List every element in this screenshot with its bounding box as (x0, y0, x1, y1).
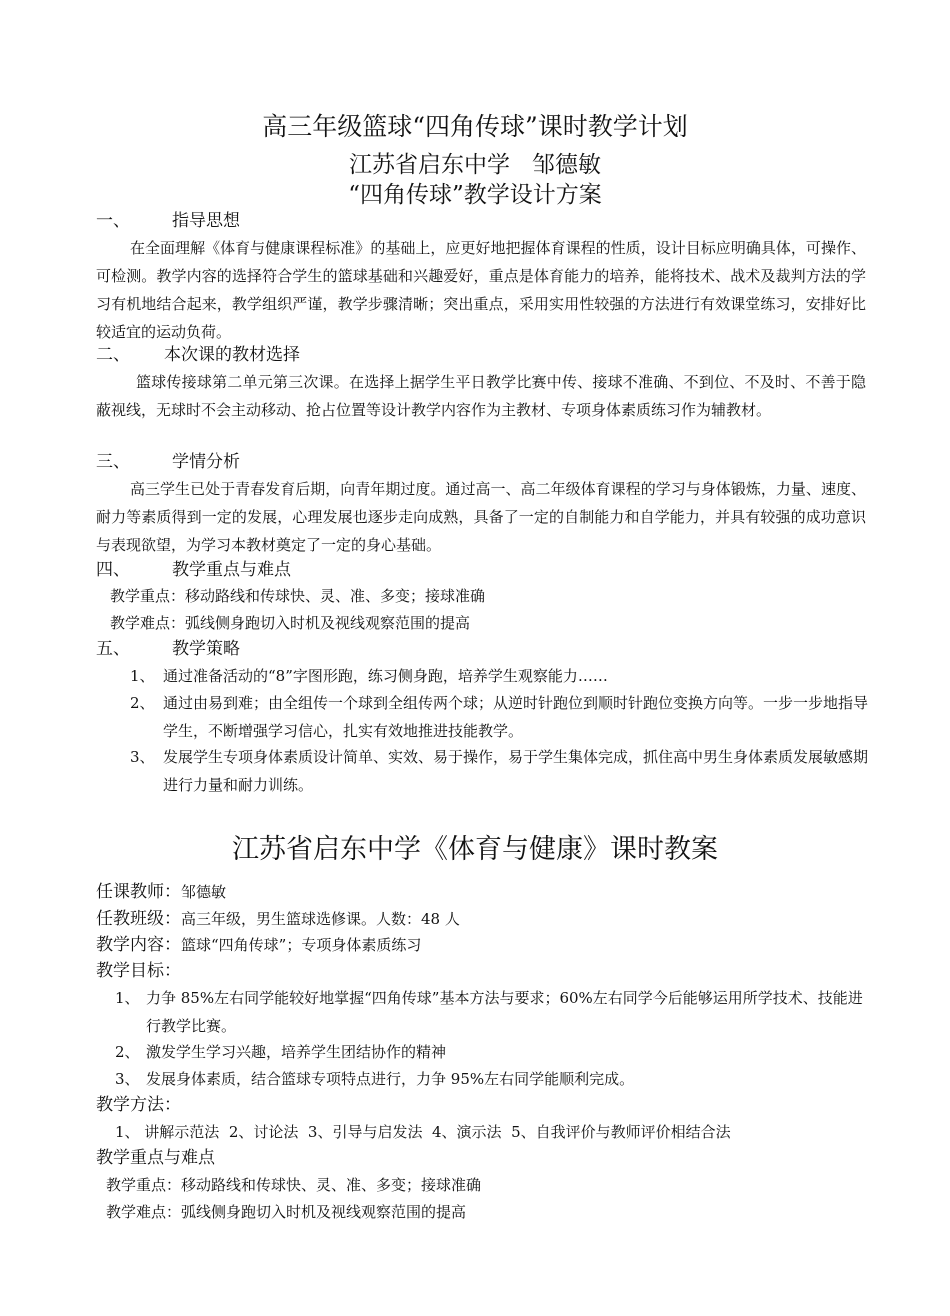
content-label: 教学内容： (96, 935, 181, 955)
section-number: 五、 (96, 639, 130, 659)
section-1-heading (96, 208, 240, 234)
section-number: 二、 (96, 345, 130, 365)
class-value: 高三年级，男生篮球选修课。人数：48 人 (181, 910, 460, 928)
author-line: 江苏省启东中学 邹德敏 (349, 152, 601, 178)
teacher-line (96, 879, 226, 905)
lesson-difficulty: 教学难点：弧线侧身跑切入时机及视线观察范围的提高 (106, 1203, 467, 1221)
lesson-title: 江苏省启东中学《体育与健康》课时教案 (232, 834, 718, 865)
section-3-heading (96, 449, 240, 475)
goal-item-3 (115, 1065, 867, 1093)
section-title: 教学策略 (172, 639, 240, 659)
goal-item-2 (115, 1038, 867, 1066)
class-label: 任教班级： (96, 909, 181, 929)
section-2-text: 篮球传接球第二单元第三次课。在选择上据学生平日教学比赛中传、接球不准确、不到位、不及时、不善于隐蔽视线，无球时不会主动移动、抢占位置等设计教学内容作为主教材、专项身体素质练习作为辅教材。 (96, 373, 866, 419)
plan-title: 高三年级篮球“四角传球”课时教学计划 (262, 112, 688, 141)
section-2-heading (96, 342, 300, 368)
strategy-item-1 (130, 662, 868, 690)
item-number: 2、 (130, 694, 155, 712)
goal-text: 力争 85%左右同学能较好地掌握“四角传球”基本方法与要求；60%左右同学今后能够运用所学技术、技能进行教学比赛。 (146, 989, 863, 1035)
section-4-heading (96, 557, 291, 583)
section-number: 一、 (96, 211, 130, 231)
section-1-text: 在全面理解《体育与健康课程标准》的基础上，应更好地把握体育课程的性质，设计目标应明确具体，可操作、可检测。教学内容的选择符合学生的篮球基础和兴趣爱好，重点是体育能力的培养，能将技术、战术及裁判方法的学习有机地结合起来，教学组织严谨，教学步骤清晰；突出重点，采用实用性较强的方法进行有效课堂练习，安排好比较适宜的运动负荷。 (96, 239, 866, 341)
goal-number: 2、 (115, 1043, 140, 1061)
item-text: 通过准备活动的“8”字图形跑，练习侧身跑，培养学生观察能力…… (163, 667, 608, 685)
strategy-item-2 (130, 689, 868, 745)
goal-text: 激发学生学习兴趣，培养学生团结协作的精神 (146, 1043, 447, 1061)
section-title: 指导思想 (172, 211, 240, 231)
teacher-value: 邹德敏 (181, 883, 227, 901)
section-3-text: 高三学生已处于青春发育后期，向青年期过度。通过高一、高二年级体育课程的学习与身体锻炼，力量、速度、耐力等素质得到一定的发展，心理发展也逐步走向成熟，具备了一定的自制能力和自学能力，并具有较强的成功意识与表现欲望，为学习本教材奠定了一定的身心基础。 (96, 480, 866, 554)
goal-text: 发展身体素质，结合篮球专项特点进行，力争 95%左右同学能顺利完成。 (146, 1070, 635, 1088)
section-number: 四、 (96, 560, 130, 580)
content-line (96, 932, 421, 958)
section-number: 三、 (96, 452, 130, 472)
focus-heading: 教学重点与难点 (96, 1148, 215, 1168)
strategy-item-3 (130, 743, 868, 799)
goal-number: 3、 (115, 1070, 140, 1088)
item-number: 1、 (130, 667, 155, 685)
plan-subtitle: “四角传球”教学设计方案 (348, 182, 602, 208)
methods-label: 教学方法： (96, 1095, 181, 1115)
goal-item-1 (115, 984, 867, 1040)
section-title: 教学重点与难点 (172, 560, 291, 580)
class-line (96, 906, 460, 932)
content-value: 篮球“四角传球”；专项身体素质练习 (181, 936, 422, 954)
methods-list: 1、 讲解示范法 2、讨论法 3、引导与启发法 4、演示法 5、自我评价与教师评价相结合法 (115, 1123, 731, 1141)
item-text: 通过由易到难；由全组传一个球到全组传两个球；从逆时针跑位到顺时针跑位变换方向等。一步一步地指导学生，不断增强学习信心，扎实有效地推进技能教学。 (163, 694, 869, 740)
teacher-label: 任课教师： (96, 882, 181, 902)
section-title: 本次课的教材选择 (164, 345, 300, 365)
lesson-focus: 教学重点：移动路线和传球快、灵、准、多变；接球准确 (106, 1176, 482, 1194)
teaching-difficulty: 教学难点：弧线侧身跑切入时机及视线观察范围的提高 (110, 614, 471, 632)
section-5-heading (96, 636, 240, 662)
section-title: 学情分析 (172, 452, 240, 472)
goals-label: 教学目标： (96, 961, 181, 981)
item-number: 3、 (130, 748, 155, 766)
goal-number: 1、 (115, 989, 140, 1007)
teaching-focus: 教学重点：移动路线和传球快、灵、准、多变；接球准确 (110, 587, 486, 605)
item-text: 发展学生专项身体素质设计简单、实效、易于操作，易于学生集体完成，抓住高中男生身体素质发展敏感期进行力量和耐力训练。 (163, 748, 869, 794)
